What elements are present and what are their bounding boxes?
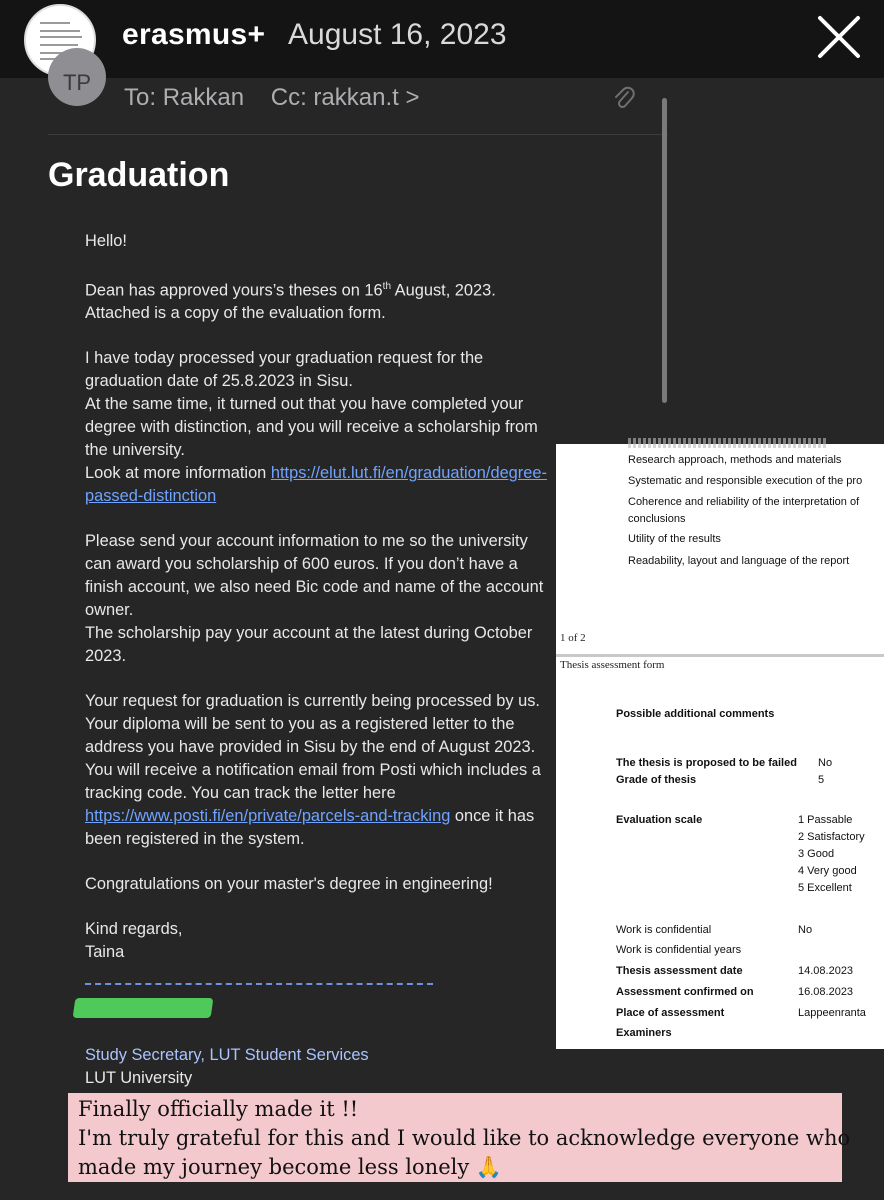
cropped-text-line — [628, 438, 828, 448]
confidential-label: Work is confidential — [616, 924, 712, 936]
signature-role: Study Secretary, LUT Student Services — [85, 1046, 369, 1064]
story-date: August 16, 2023 — [288, 18, 507, 51]
cc-value: rakkan.t — [313, 84, 399, 111]
sender-avatar: TP — [48, 48, 106, 106]
place-value: Lappeenranta — [798, 1007, 866, 1019]
page-number: 1 of 2 — [560, 632, 586, 644]
signature-divider — [85, 983, 433, 985]
scale-item: 3 Good — [798, 848, 835, 860]
place-label: Place of assessment — [616, 1007, 725, 1019]
story-caption — [68, 1093, 851, 1182]
email-subject: Graduation — [48, 156, 230, 194]
grade-value: 5 — [818, 774, 825, 786]
caption-line: Finally officially made it !! — [78, 1097, 359, 1121]
tracking-link[interactable]: https://www.posti.fi/en/private/parcels-and-tracking — [85, 807, 451, 826]
email-body — [85, 230, 555, 964]
caption-line: made my journey become less lonely 🙏 — [78, 1155, 503, 1179]
examiners-label: Examiners — [616, 1027, 672, 1039]
failed-value: No — [818, 757, 833, 769]
story-username[interactable]: erasmus+ — [122, 18, 266, 51]
chevron-right-icon: > — [405, 84, 420, 111]
criterion-item: Readability, layout and language of the report — [628, 555, 850, 567]
caption-line: I'm truly grateful for this and I would like to acknowledge everyone who — [78, 1126, 851, 1150]
thesis-form-page-assessment — [556, 657, 884, 1049]
sender-name: Taina — [85, 943, 125, 962]
scale-label: Evaluation scale — [616, 814, 703, 826]
form-title: Thesis assessment form — [560, 659, 665, 671]
thesis-form-page-criteria — [556, 444, 884, 654]
additional-comments-label: Possible additional comments — [616, 708, 775, 720]
closing: Kind regards, — [85, 920, 183, 939]
to-label: To: — [124, 84, 157, 111]
scale-item: 1 Passable — [798, 814, 853, 826]
assessment-date-value: 14.08.2023 — [798, 965, 854, 977]
criterion-item: Systematic and responsible execution of the pro — [628, 475, 863, 487]
criterion-item: Coherence and reliability of the interpretation of — [628, 496, 860, 508]
distinction-link[interactable]: https://elut.lut.fi/en/graduation/degree-passed-distinction — [85, 464, 547, 506]
confidential-value: No — [798, 924, 813, 936]
paragraph-diploma: Your request for graduation is currently being processed by us. Your diploma will be sent to you as a registered letter to the address you have provided in Sisu by the end of August 2023. You will receive a notification email from Posti which includes a tracking code. You can track the letter here https://www.posti.fi/en/private/parcels-and-tracking once it has been registered in the system. — [85, 692, 541, 849]
redaction-mark — [73, 998, 214, 1018]
failed-label: The thesis is proposed to be failed — [616, 757, 797, 769]
cc-label: Cc: — [270, 84, 307, 111]
criterion-item: Utility of the results — [628, 533, 721, 545]
criterion-item: Research approach, methods and materials — [628, 454, 842, 466]
criterion-item: conclusions — [628, 513, 686, 525]
paragraph-processing: I have today processed your graduation request for the graduation date of 25.8.2023 in Sisu. At the same time, it turned out that you have completed your degree with distinction, and you will receive a scholarship from the university. Look at more information https://elut.lut.fi/en/graduation/degree-passed-distinction — [85, 349, 547, 506]
story-header — [0, 0, 884, 78]
header-divider — [48, 134, 668, 135]
greeting: Hello! — [85, 232, 127, 250]
assessment-date-label: Thesis assessment date — [616, 965, 743, 977]
scale-item: 5 Excellent — [798, 882, 852, 894]
close-icon[interactable] — [814, 12, 864, 62]
paragraph-congratulations: Congratulations on your master's degree in engineering! — [85, 875, 493, 894]
recipients-line[interactable] — [124, 84, 419, 112]
confirmed-label: Assessment confirmed on — [616, 986, 754, 998]
paragraph-approval: Dean has approved yours’s theses on 16th August, 2023. Attached is a copy of the evaluation form. — [85, 281, 496, 323]
to-value: Rakkan — [162, 84, 245, 111]
scale-item: 4 Very good — [798, 865, 857, 877]
paragraph-scholarship: Please send your account information to me so the university can award you scholarship of 600 euros. If you don’t have a finish account, we also need Bic code and name of the account owner. The scholarship pay your account at the latest during October 2023. — [85, 532, 544, 666]
scrollbar[interactable] — [662, 98, 667, 403]
paperclip-icon[interactable] — [612, 84, 636, 114]
grade-label: Grade of thesis — [616, 774, 697, 786]
scale-item: 2 Satisfactory — [798, 831, 865, 843]
confidential-years-label: Work is confidential years — [616, 944, 742, 956]
confirmed-value: 16.08.2023 — [798, 986, 854, 998]
signature-organization: LUT University — [85, 1069, 193, 1087]
